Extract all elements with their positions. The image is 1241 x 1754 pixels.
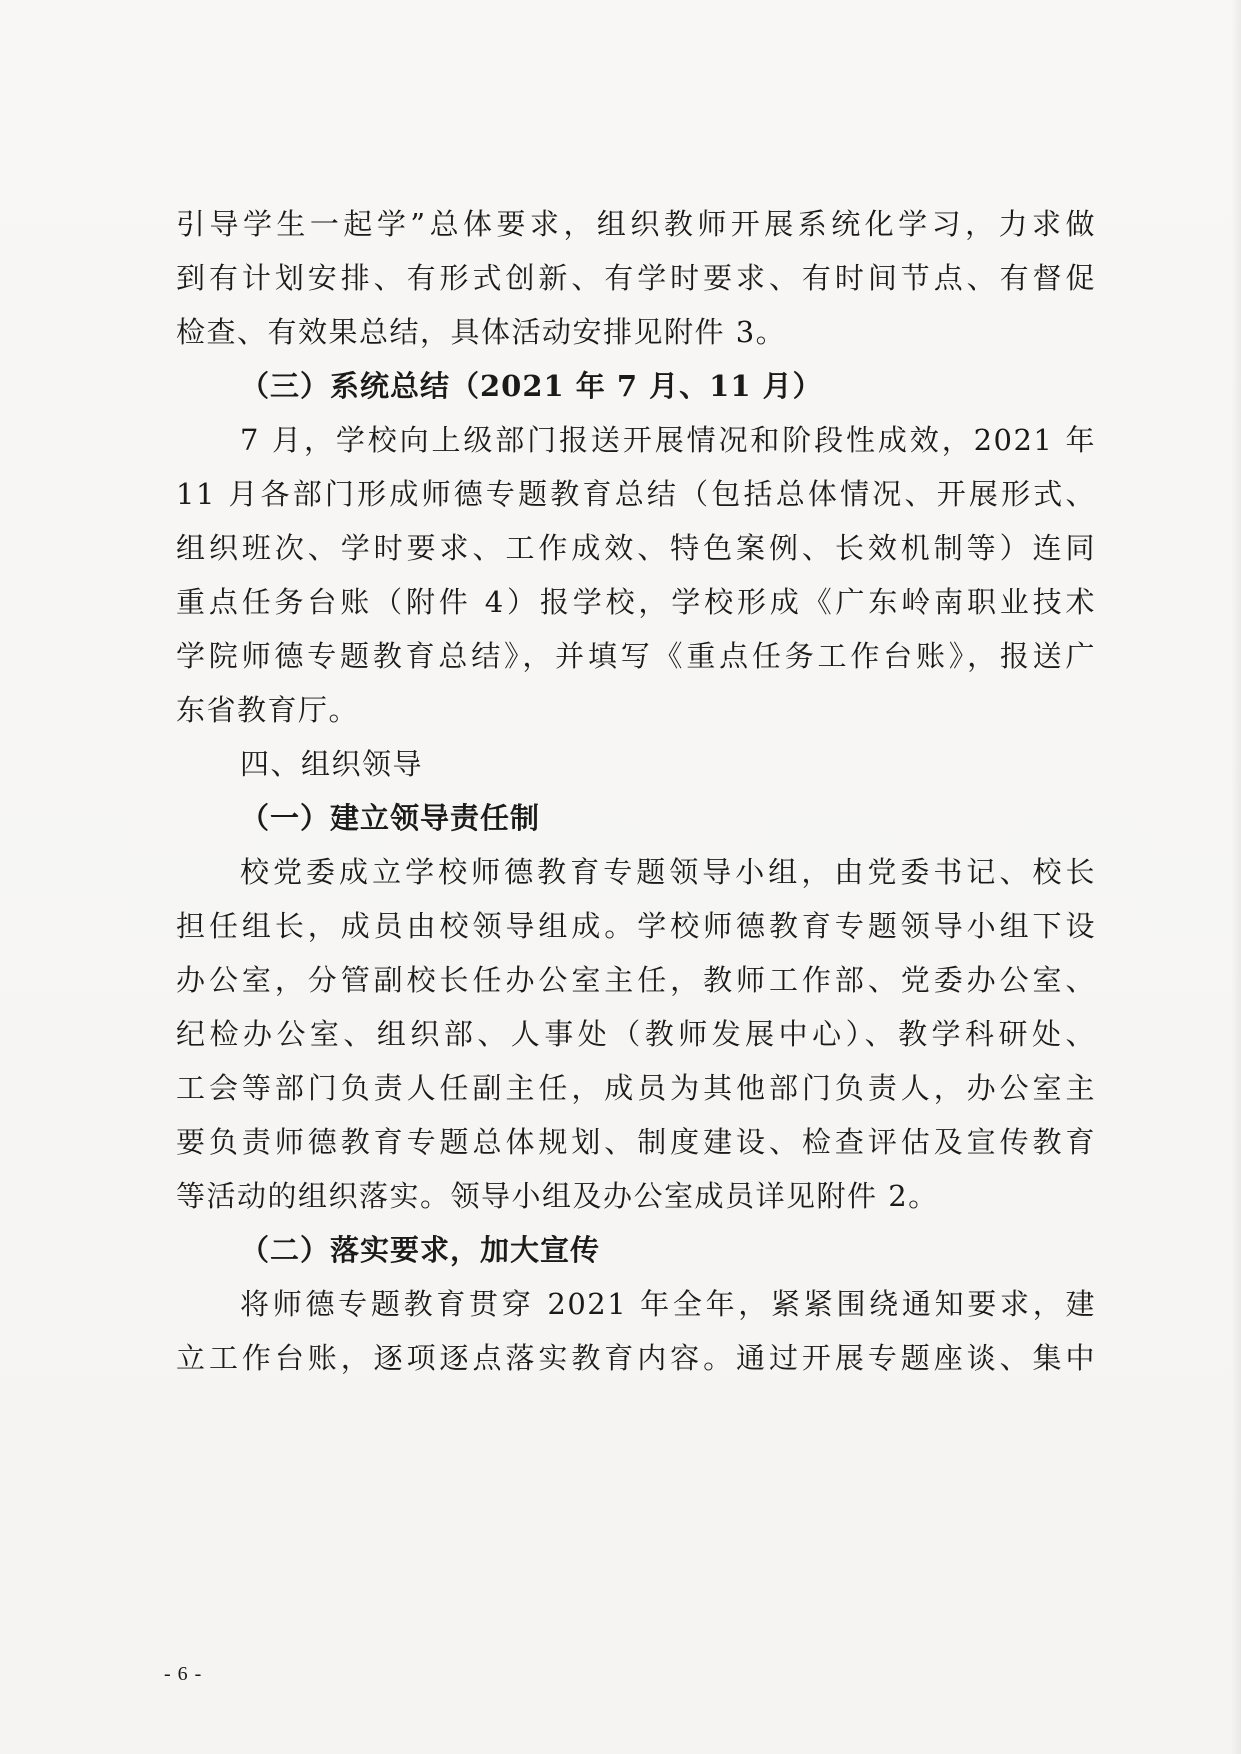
paragraph-line: 7 月，学校向上级部门报送开展情况和阶段性成效，2021 年 — [240, 423, 1096, 457]
page-number: - 6 - — [164, 1663, 203, 1685]
paragraph-line: 引导学生一起学”总体要求，组织教师开展系统化学习，力求做 — [176, 207, 1096, 241]
paragraph-line: 等活动的组织落实。领导小组及办公室成员详见附件 2。 — [176, 1179, 939, 1213]
paragraph-line: 重点任务台账（附件 4）报学校，学校形成《广东岭南职业技术 — [176, 585, 1096, 619]
paragraph-line: 工会等部门负责人任副主任，成员为其他部门负责人，办公室主 — [176, 1071, 1096, 1105]
paragraph-line: 纪检办公室、组织部、人事处（教师发展中心）、教学科研处、 — [176, 1017, 1096, 1051]
paragraph-line: 将师德专题教育贯穿 2021 年全年，紧紧围绕通知要求，建 — [240, 1287, 1096, 1321]
paragraph-line: 办公室，分管副校长任办公室主任，教师工作部、党委办公室、 — [176, 963, 1096, 997]
section-heading-4: 四、组织领导 — [240, 747, 424, 781]
subsection-heading-1: （一）建立领导责任制 — [240, 801, 541, 835]
paragraph-line: 到有计划安排、有形式创新、有学时要求、有时间节点、有督促 — [176, 261, 1096, 295]
subsection-heading-2: （二）落实要求，加大宣传 — [240, 1233, 601, 1267]
scan-edge-shadow — [1231, 0, 1241, 1754]
paragraph-line: 校党委成立学校师德教育专题领导小组，由党委书记、校长 — [240, 855, 1096, 889]
paragraph-line: 11 月各部门形成师德专题教育总结（包括总体情况、开展形式、 — [176, 477, 1096, 511]
section-heading-3: （三）系统总结（2021 年 7 月、11 月） — [240, 369, 823, 403]
paragraph-line: 要负责师德教育专题总体规划、制度建设、检查评估及宣传教育 — [176, 1125, 1096, 1159]
paragraph-line: 检查、有效果总结，具体活动安排见附件 3。 — [176, 315, 787, 349]
paragraph-line: 学院师德专题教育总结》，并填写《重点任务工作台账》，报送广 — [176, 639, 1096, 673]
paragraph-line: 担任组长，成员由校领导组成。学校师德教育专题领导小组下设 — [176, 909, 1096, 943]
paragraph-line: 立工作台账，逐项逐点落实教育内容。通过开展专题座谈、集中 — [176, 1341, 1096, 1375]
paragraph-line: 组织班次、学时要求、工作成效、特色案例、长效机制等）连同 — [176, 531, 1096, 565]
paragraph-line: 东省教育厅。 — [176, 693, 360, 727]
